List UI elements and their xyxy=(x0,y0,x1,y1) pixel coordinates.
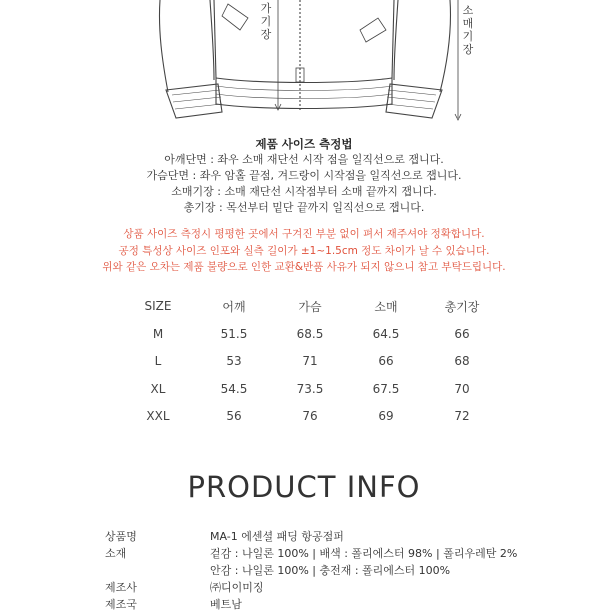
measurement-title: 제품 사이즈 측정법 xyxy=(255,137,353,151)
header-total-length: 총기장 xyxy=(444,299,480,314)
info-value: 겉감 : 나일론 100% | 배색 : 폴리에스터 98% | 폴리우레탄 2% xyxy=(210,547,518,560)
info-value: ㈜디이미징 xyxy=(210,581,264,594)
right-sleeve xyxy=(440,0,451,92)
info-label: 소재 xyxy=(105,547,127,560)
measurement-line: 아깨단면 : 좌우 소매 재단선 시작 점을 일직선으로 잽니다. xyxy=(164,153,444,166)
right-sleeve-inner xyxy=(394,0,398,80)
right-pocket xyxy=(360,18,386,42)
table-cell: M xyxy=(152,326,164,341)
right-cuff xyxy=(386,84,442,118)
table-row xyxy=(120,348,500,376)
left-cuff xyxy=(166,84,222,118)
info-value: 안감 : 나일론 100% | 충전재 : 폴리에스터 100% xyxy=(210,564,451,577)
measurement-line: 소매기장 : 소매 재단선 시작점부터 소매 끝까지 잽니다. xyxy=(171,185,437,198)
info-row xyxy=(0,579,608,596)
waistband xyxy=(216,78,392,109)
table-cell: 69 xyxy=(378,409,394,424)
table-cell: L xyxy=(154,354,162,369)
table-row xyxy=(120,320,500,348)
info-label: 상품명 xyxy=(105,530,137,543)
measurement-line: 총기장 : 목선부터 밑단 끝까지 일직선으로 잽니다. xyxy=(183,201,425,214)
table-cell: 70 xyxy=(454,381,470,396)
table-cell: 54.5 xyxy=(220,381,248,396)
table-cell: 72 xyxy=(454,409,470,424)
table-cell: 73.5 xyxy=(296,381,324,396)
measurement-guide xyxy=(0,136,608,216)
info-row xyxy=(0,528,608,545)
header-chest: 가슴 xyxy=(298,299,322,314)
info-value: MA-1 에센셜 패딩 항공점퍼 xyxy=(210,530,344,543)
left-pocket xyxy=(222,4,248,30)
info-value: 베트남 xyxy=(210,598,242,611)
table-cell: 68 xyxy=(454,354,470,369)
info-row xyxy=(0,562,608,579)
header-shoulder: 어깨 xyxy=(222,299,246,314)
header-sleeve: 소매 xyxy=(374,299,398,314)
table-row xyxy=(120,375,500,403)
product-info-title: PRODUCT INFO xyxy=(187,470,421,504)
info-label: 제조국 xyxy=(105,598,137,611)
table-cell: XL xyxy=(150,381,166,396)
left-sleeve xyxy=(159,0,168,92)
table-cell: 71 xyxy=(302,354,318,369)
table-row xyxy=(120,403,500,431)
size-table xyxy=(120,292,500,430)
table-cell: XXL xyxy=(146,409,170,424)
table-cell: 76 xyxy=(302,409,318,424)
measurement-line: 가슴단면 : 좌우 암홀 끝점, 겨드랑이 시작점을 일직선으로 잽니다. xyxy=(146,169,462,182)
jacket-diagram xyxy=(0,0,608,130)
table-cell: 51.5 xyxy=(220,326,248,341)
header-size: SIZE xyxy=(144,299,172,313)
table-cell: 67.5 xyxy=(372,381,400,396)
info-row xyxy=(0,596,608,613)
table-header-row xyxy=(120,292,500,320)
info-row xyxy=(0,545,608,562)
info-label: 제조사 xyxy=(105,581,137,594)
table-cell: 68.5 xyxy=(296,326,324,341)
table-cell: 66 xyxy=(454,326,470,341)
table-cell: 64.5 xyxy=(372,326,400,341)
total-length-label: 가 기장 xyxy=(260,2,272,41)
size-notice xyxy=(0,226,608,276)
left-sleeve-inner xyxy=(210,0,214,80)
sleeve-length-label: 소 매 기 장 xyxy=(462,4,474,56)
notice-line: 상품 사이즈 측정시 평평한 곳에서 구겨진 부분 없이 펴서 재주셔야 정확합니다. xyxy=(123,228,485,240)
notice-line: 위와 같은 오차는 제품 불량으로 인한 교환&반품 사유가 되지 않으니 참고 부탁드립니다. xyxy=(102,261,506,273)
product-info-list xyxy=(0,528,608,613)
table-cell: 66 xyxy=(378,354,394,369)
table-cell: 56 xyxy=(226,409,242,424)
table-cell: 53 xyxy=(226,354,242,369)
notice-line: 공정 특성상 사이즈 인포와 실측 길이가 ±1~1.5cm 정도 차이가 날 수 있습니다. xyxy=(118,244,490,257)
